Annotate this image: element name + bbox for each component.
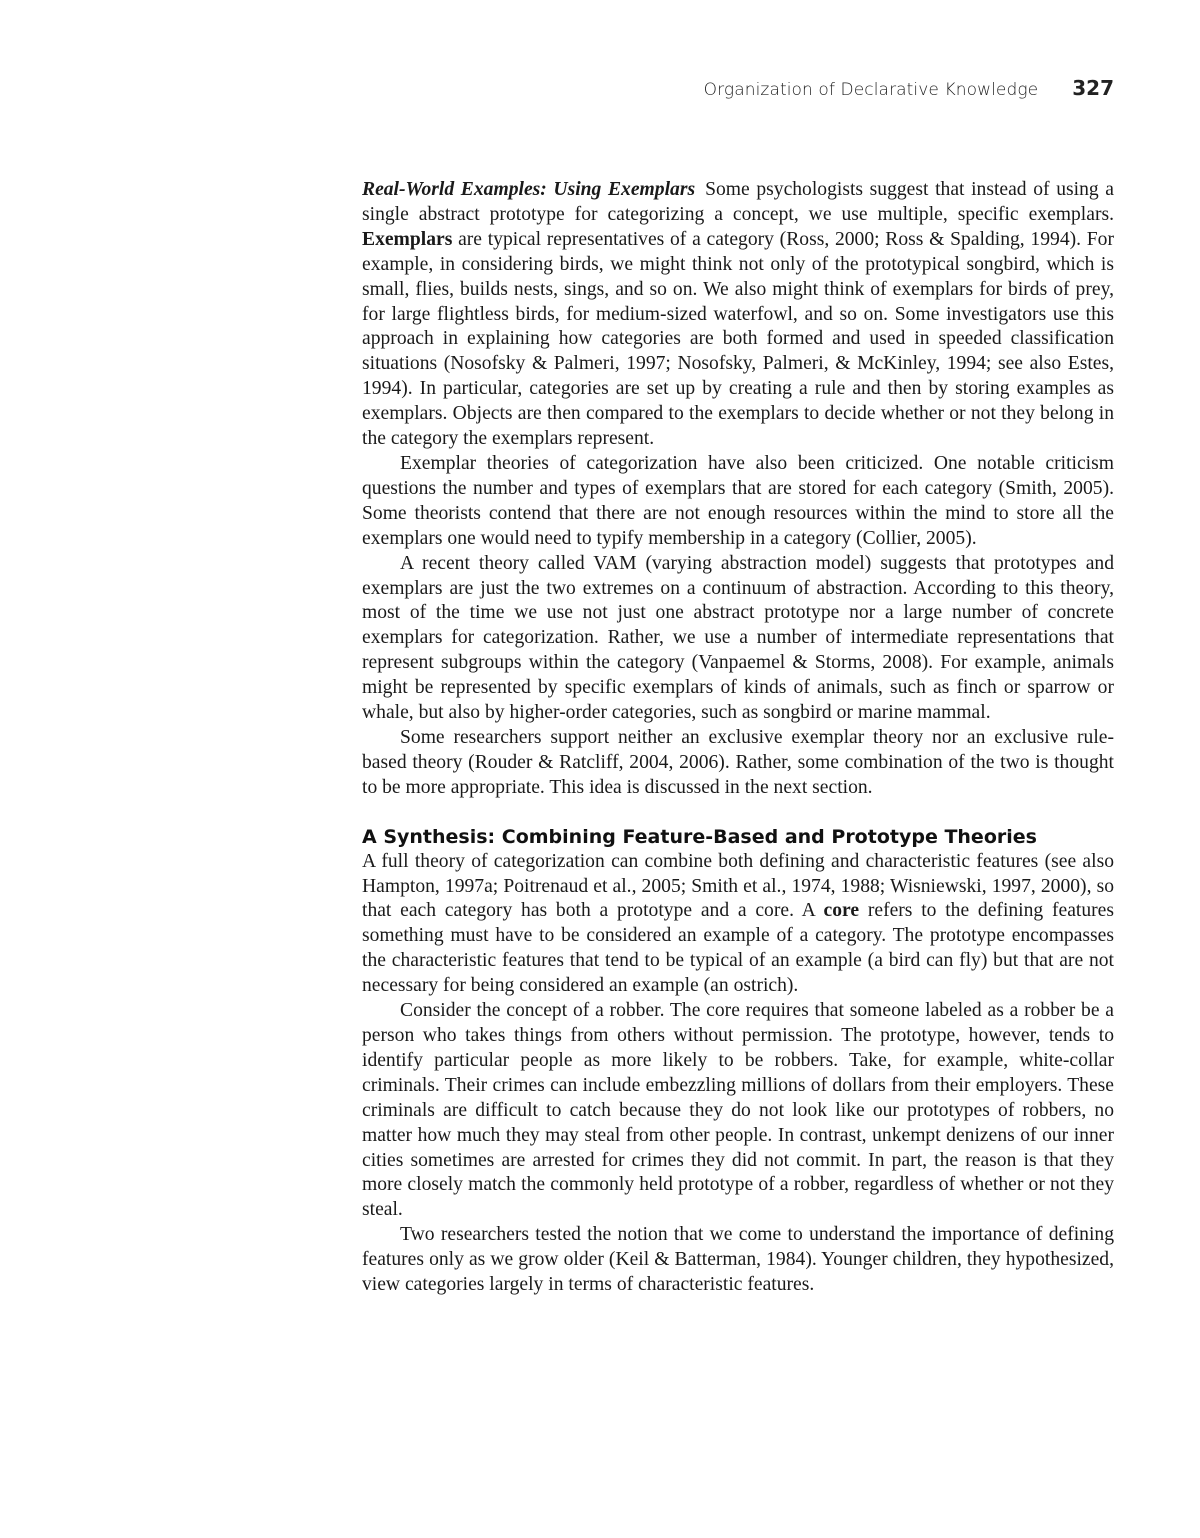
paragraph bbox=[362, 850, 1114, 999]
paragraph-text: refers to the defining features something must have to be considered an example of a category. The prototype encompasses the characteristic features that tend to be typical of an example (a bird can fly) but that are not necessary for being considered an example (an ostrich). bbox=[362, 900, 1114, 997]
key-term: core bbox=[823, 900, 860, 922]
section-heading: A Synthesis: Combining Feature-Based and Prototype Theories bbox=[362, 825, 1037, 848]
page-number: 327 bbox=[1072, 76, 1114, 100]
paragraph bbox=[362, 178, 1114, 452]
paragraph: Consider the concept of a robber. The core requires that someone labeled as a robber be a person who takes things from others without permission. The prototype, however, tends to identify particular people as more likely to be robbers. Take, for example, white-collar criminals. Their crimes can include embezzling millions of dollars from their employers. These criminals are difficult to catch because they do not look like our prototypes of robbers, no matter how much they may steal from other people. In contrast, unkempt denizens of our inner cities sometimes are arrested for crimes they did not commit. In part, the reason is that they more closely match the commonly held prototype of a robber, regardless of whether or not they steal. bbox=[362, 1000, 1114, 1221]
paragraph: Some researchers support neither an exclusive exemplar theory nor an exclusive rule-based theory (Rouder & Ratcliff, 2004, 2006). Rather, some combination of the two is thought to be more appropriate. This idea is discussed in the next section. bbox=[362, 726, 1114, 798]
paragraph-text: Some psychologists suggest that instead of using a single abstract prototype for categorizing a concept, we use multiple, specific exemplars. bbox=[362, 179, 1114, 225]
paragraph-text: are typical representatives of a category (Ross, 2000; Ross & Spalding, 1994). For example, in considering birds, we might think not only of the prototypical songbird, which is small, flies, builds nests, sings, and so on. We also might think of exemplars for birds of prey, for large flightless birds, for medium-sized waterfowl, and so on. Some investigators use this approach in explaining how categories are both formed and used in speeded classification situations (Nosofsky & Palmeri, 1997; Nosofsky, Palmeri, & McKinley, 1994; see also Estes, 1994). In particular, categories are set up by creating a rule and then by storing examples as exemplars. Objects are then compared to the exemplars to decide whether or not they belong in the category the exemplars represent. bbox=[362, 228, 1114, 450]
paragraph: Two researchers tested the notion that we come to understand the importance of defining features only as we grow older (Keil & Batterman, 1984). Younger children, they hypothesized, view categories largely in terms of characteristic features. bbox=[362, 1224, 1114, 1296]
key-term: Exemplars bbox=[362, 228, 453, 250]
running-header bbox=[600, 76, 1114, 100]
paragraph: A recent theory called VAM (varying abstraction model) suggests that prototypes and exemplars are just the two extremes on a continuum of abstraction. According to this theory, most of the time we use not just one abstract prototype nor a large number of concrete exemplars for categorization. Rather, we use a number of intermediate representations that represent subgroups within the category (Vanpaemel & Storms, 2008). For example, animals might be represented by specific exemplars of kinds of animals, such as finch or sparrow or whale, but also by higher-order categories, such as songbird or marine mammal. bbox=[362, 552, 1114, 724]
paragraph-text: A full theory of categorization can combine both defining and characteristic features (see also Hampton, 1997a; Poitrenaud et al., 2005; Smith et al., 1974, 1988; Wisniewski, 1997, 2000), so that each category has both a prototype and a core. A bbox=[362, 850, 1114, 922]
run-in-heading: Real-World Examples: Using Exemplars bbox=[362, 179, 696, 200]
body-text bbox=[362, 178, 1114, 1298]
running-title: Organization of Declarative Knowledge bbox=[703, 80, 1039, 100]
paragraph: Exemplar theories of categorization have also been criticized. One notable criticism questions the number and types of exemplars that are stored for each category (Smith, 2005). Some theorists contend that there are not enough resources within the mind to store all the exemplars one would need to typify membership in a category (Collier, 2005). bbox=[362, 452, 1114, 549]
